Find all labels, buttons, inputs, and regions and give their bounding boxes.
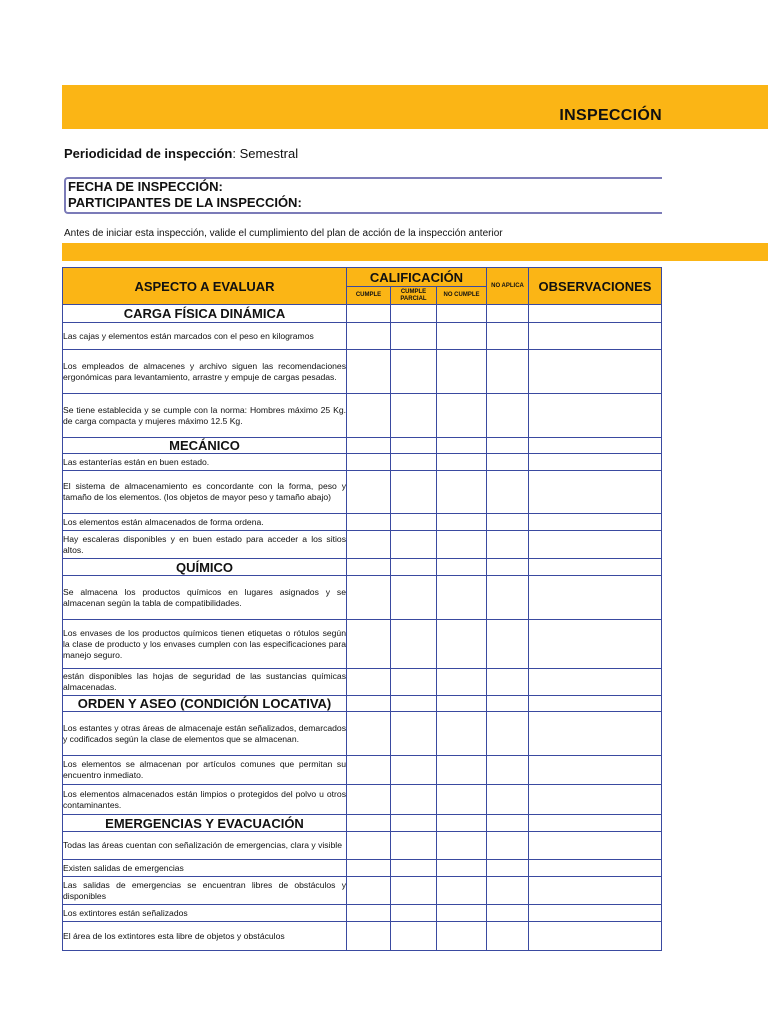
no-cumple-cell[interactable] bbox=[437, 832, 487, 860]
cumple-parcial-cell[interactable] bbox=[391, 860, 437, 877]
cumple-cell[interactable] bbox=[347, 860, 391, 877]
no-cumple-cell[interactable] bbox=[437, 531, 487, 559]
cumple-parcial-cell[interactable] bbox=[391, 712, 437, 756]
inspection-table bbox=[62, 267, 662, 951]
no-cumple-cell[interactable] bbox=[437, 471, 487, 514]
periodicity-label: Periodicidad de inspección bbox=[64, 146, 233, 161]
no-aplica-cell[interactable] bbox=[487, 860, 529, 877]
table-row bbox=[63, 712, 662, 756]
observaciones-cell[interactable] bbox=[529, 576, 662, 620]
section-row bbox=[63, 305, 662, 323]
periodicity-line: Periodicidad de inspección: Semestral bbox=[64, 146, 299, 161]
no-cumple-cell[interactable] bbox=[437, 323, 487, 350]
cumple-parcial-cell[interactable] bbox=[391, 394, 437, 438]
cumple-parcial-cell[interactable] bbox=[391, 669, 437, 696]
rating-col-cumple: CUMPLE bbox=[347, 287, 391, 305]
item-description: Las salidas de emergencias se encuentran libres de obstáculos y disponibles bbox=[63, 877, 347, 905]
section-empty-observaciones bbox=[529, 305, 662, 323]
section-empty-na bbox=[487, 305, 529, 323]
item-description: Las estanterías están en buen estado. bbox=[63, 454, 347, 471]
section-title: CARGA FÍSICA DINÁMICA bbox=[63, 305, 347, 323]
table-row bbox=[63, 785, 662, 815]
cumple-cell[interactable] bbox=[347, 454, 391, 471]
section-empty-observaciones bbox=[529, 696, 662, 712]
section-empty-no-cumple bbox=[437, 815, 487, 832]
section-empty-observaciones bbox=[529, 438, 662, 454]
section-empty-parcial bbox=[391, 696, 437, 712]
section-empty-parcial bbox=[391, 559, 437, 576]
no-cumple-cell[interactable] bbox=[437, 905, 487, 922]
table-row bbox=[63, 471, 662, 514]
item-description: El área de los extintores esta libre de objetos y obstáculos bbox=[63, 922, 347, 951]
no-aplica-cell[interactable] bbox=[487, 350, 529, 394]
section-empty-no-cumple bbox=[437, 559, 487, 576]
no-cumple-cell[interactable] bbox=[437, 350, 487, 394]
section-empty-no-cumple bbox=[437, 438, 487, 454]
section-empty-cumple bbox=[347, 696, 391, 712]
observaciones-cell[interactable] bbox=[529, 350, 662, 394]
no-aplica-cell[interactable] bbox=[487, 394, 529, 438]
section-empty-cumple bbox=[347, 305, 391, 323]
no-aplica-cell[interactable] bbox=[487, 471, 529, 514]
observaciones-cell[interactable] bbox=[529, 323, 662, 350]
cumple-parcial-cell[interactable] bbox=[391, 454, 437, 471]
no-aplica-cell[interactable] bbox=[487, 832, 529, 860]
no-cumple-cell[interactable] bbox=[437, 922, 487, 951]
no-aplica-cell[interactable] bbox=[487, 785, 529, 815]
cumple-parcial-cell[interactable] bbox=[391, 471, 437, 514]
cumple-cell[interactable] bbox=[347, 756, 391, 785]
title-banner bbox=[62, 85, 768, 129]
section-empty-parcial bbox=[391, 438, 437, 454]
no-cumple-cell[interactable] bbox=[437, 756, 487, 785]
section-empty-observaciones bbox=[529, 815, 662, 832]
page-title: INSPECCIÓN bbox=[559, 107, 662, 124]
table-row bbox=[63, 756, 662, 785]
cumple-cell[interactable] bbox=[347, 832, 391, 860]
section-empty-cumple bbox=[347, 438, 391, 454]
rating-header: CALIFICACIÓN bbox=[347, 268, 487, 287]
item-description: Todas las áreas cuentan con señalización de emergencias, clara y visible bbox=[63, 832, 347, 860]
cumple-parcial-cell[interactable] bbox=[391, 877, 437, 905]
table-row bbox=[63, 877, 662, 905]
section-row bbox=[63, 815, 662, 832]
cumple-cell[interactable] bbox=[347, 576, 391, 620]
item-description: Los extintores están señalizados bbox=[63, 905, 347, 922]
observaciones-cell[interactable] bbox=[529, 756, 662, 785]
cumple-parcial-cell[interactable] bbox=[391, 620, 437, 669]
cumple-cell[interactable] bbox=[347, 394, 391, 438]
observaciones-cell[interactable] bbox=[529, 712, 662, 756]
cumple-cell[interactable] bbox=[347, 323, 391, 350]
cumple-cell[interactable] bbox=[347, 877, 391, 905]
item-description: Los empleados de almacenes y archivo siguen las recomendaciones ergonómicas para levantamiento, arrastre y empuje de cargas pesadas. bbox=[63, 350, 347, 394]
item-description: Existen salidas de emergencias bbox=[63, 860, 347, 877]
table-row bbox=[63, 514, 662, 531]
cumple-cell[interactable] bbox=[347, 712, 391, 756]
no-cumple-cell[interactable] bbox=[437, 514, 487, 531]
no-aplica-cell[interactable] bbox=[487, 756, 529, 785]
no-cumple-cell[interactable] bbox=[437, 785, 487, 815]
section-empty-parcial bbox=[391, 815, 437, 832]
item-description: Los elementos se almacenan por artículos comunes que permitan su encuentro inmediato. bbox=[63, 756, 347, 785]
table-row bbox=[63, 860, 662, 877]
table-row bbox=[63, 350, 662, 394]
no-aplica-cell[interactable] bbox=[487, 454, 529, 471]
table-row bbox=[63, 394, 662, 438]
no-cumple-cell[interactable] bbox=[437, 669, 487, 696]
no-aplica-cell[interactable] bbox=[487, 669, 529, 696]
item-description: El sistema de almacenamiento es concordante con la forma, peso y tamaño de los elementos. (los objetos de mayor peso y tamaño abajo) bbox=[63, 471, 347, 514]
section-empty-cumple bbox=[347, 559, 391, 576]
no-aplica-cell[interactable] bbox=[487, 620, 529, 669]
no-aplica-cell[interactable] bbox=[487, 877, 529, 905]
cumple-cell[interactable] bbox=[347, 922, 391, 951]
no-cumple-cell[interactable] bbox=[437, 394, 487, 438]
cumple-cell[interactable] bbox=[347, 531, 391, 559]
observaciones-cell[interactable] bbox=[529, 922, 662, 951]
no-cumple-cell[interactable] bbox=[437, 877, 487, 905]
section-empty-na bbox=[487, 815, 529, 832]
no-cumple-cell[interactable] bbox=[437, 454, 487, 471]
inspection-date-field[interactable]: FECHA DE INSPECCIÓN: bbox=[68, 179, 223, 194]
observaciones-cell[interactable] bbox=[529, 620, 662, 669]
table-row bbox=[63, 669, 662, 696]
cumple-parcial-cell[interactable] bbox=[391, 531, 437, 559]
table-row bbox=[63, 905, 662, 922]
table-row bbox=[63, 454, 662, 471]
cumple-parcial-cell[interactable] bbox=[391, 576, 437, 620]
cumple-parcial-cell[interactable] bbox=[391, 905, 437, 922]
item-description: Los elementos almacenados están limpios o protegidos del polvo u otros contaminantes. bbox=[63, 785, 347, 815]
no-aplica-cell[interactable] bbox=[487, 323, 529, 350]
observaciones-cell[interactable] bbox=[529, 785, 662, 815]
item-description: Los elementos están almacenados de forma ordena. bbox=[63, 514, 347, 531]
cumple-parcial-cell[interactable] bbox=[391, 514, 437, 531]
item-description: Las cajas y elementos están marcados con el peso en kilogramos bbox=[63, 323, 347, 350]
observaciones-cell[interactable] bbox=[529, 454, 662, 471]
section-title: ORDEN Y ASEO (CONDICIÓN LOCATIVA) bbox=[63, 696, 347, 712]
section-title: MECÁNICO bbox=[63, 438, 347, 454]
item-description: Los envases de los productos químicos tienen etiquetas o rótulos según la clase de producto y los envases cumplen con las especificaciones para manejo seguro. bbox=[63, 620, 347, 669]
section-title: EMERGENCIAS Y EVACUACIÓN bbox=[63, 815, 347, 832]
section-empty-observaciones bbox=[529, 559, 662, 576]
section-empty-parcial bbox=[391, 305, 437, 323]
item-description: Se almacena los productos químicos en lugares asignados y se almacenan según la tabla de compatibilidades. bbox=[63, 576, 347, 620]
no-aplica-cell[interactable] bbox=[487, 531, 529, 559]
observaciones-cell[interactable] bbox=[529, 394, 662, 438]
cumple-parcial-cell[interactable] bbox=[391, 350, 437, 394]
no-aplica-cell[interactable] bbox=[487, 514, 529, 531]
instruction-note: Antes de iniciar esta inspección, valide el cumplimiento del plan de acción de la inspección anterior bbox=[64, 228, 503, 239]
table-row bbox=[63, 922, 662, 951]
observaciones-cell[interactable] bbox=[529, 471, 662, 514]
section-empty-na bbox=[487, 696, 529, 712]
item-description: están disponibles las hojas de seguridad de las sustancias químicas almacenadas. bbox=[63, 669, 347, 696]
item-description: Los estantes y otras áreas de almacenaje están señalizados, demarcados y codificados según la clase de elementos que se almacenan. bbox=[63, 712, 347, 756]
cumple-cell[interactable] bbox=[347, 471, 391, 514]
cumple-parcial-cell[interactable] bbox=[391, 323, 437, 350]
cumple-cell[interactable] bbox=[347, 620, 391, 669]
no-aplica-cell[interactable] bbox=[487, 905, 529, 922]
observaciones-cell[interactable] bbox=[529, 514, 662, 531]
cumple-cell[interactable] bbox=[347, 785, 391, 815]
section-empty-na bbox=[487, 559, 529, 576]
cumple-parcial-cell[interactable] bbox=[391, 785, 437, 815]
no-aplica-cell[interactable] bbox=[487, 576, 529, 620]
na-header: NO APLICA bbox=[487, 268, 529, 305]
observaciones-cell[interactable] bbox=[529, 832, 662, 860]
item-description: Se tiene establecida y se cumple con la norma: Hombres máximo 25 Kg. de carga compacta y mujeres máximo 12.5 Kg. bbox=[63, 394, 347, 438]
cumple-cell[interactable] bbox=[347, 905, 391, 922]
table-row bbox=[63, 531, 662, 559]
cumple-cell[interactable] bbox=[347, 669, 391, 696]
inspection-participants-field[interactable]: PARTICIPANTES DE LA INSPECCIÓN: bbox=[68, 195, 302, 210]
no-cumple-cell[interactable] bbox=[437, 712, 487, 756]
cumple-cell[interactable] bbox=[347, 350, 391, 394]
observaciones-cell[interactable] bbox=[529, 669, 662, 696]
observaciones-cell[interactable] bbox=[529, 877, 662, 905]
no-cumple-cell[interactable] bbox=[437, 576, 487, 620]
section-empty-cumple bbox=[347, 815, 391, 832]
table-row bbox=[63, 323, 662, 350]
table-row bbox=[63, 576, 662, 620]
observaciones-cell[interactable] bbox=[529, 860, 662, 877]
rating-col-no-cumple: NO CUMPLE bbox=[437, 287, 487, 305]
section-empty-no-cumple bbox=[437, 305, 487, 323]
section-title: QUÍMICO bbox=[63, 559, 347, 576]
periodicity-value: Semestral bbox=[239, 146, 299, 161]
cumple-parcial-cell[interactable] bbox=[391, 832, 437, 860]
section-empty-na bbox=[487, 438, 529, 454]
section-row bbox=[63, 438, 662, 454]
no-aplica-cell[interactable] bbox=[487, 922, 529, 951]
no-aplica-cell[interactable] bbox=[487, 712, 529, 756]
cumple-parcial-cell[interactable] bbox=[391, 756, 437, 785]
cumple-parcial-cell[interactable] bbox=[391, 922, 437, 951]
accent-bar bbox=[62, 243, 768, 261]
no-cumple-cell[interactable] bbox=[437, 620, 487, 669]
observations-header: OBSERVACIONES bbox=[529, 268, 662, 305]
section-empty-no-cumple bbox=[437, 696, 487, 712]
aspect-header: ASPECTO A EVALUAR bbox=[63, 268, 347, 305]
observaciones-cell[interactable] bbox=[529, 531, 662, 559]
section-row bbox=[63, 696, 662, 712]
no-cumple-cell[interactable] bbox=[437, 860, 487, 877]
observaciones-cell[interactable] bbox=[529, 905, 662, 922]
item-description: Hay escaleras disponibles y en buen estado para acceder a los sitios altos. bbox=[63, 531, 347, 559]
inspection-info-box bbox=[64, 177, 662, 214]
rating-col-parcial: CUMPLE PARCIAL bbox=[391, 287, 437, 305]
table-row bbox=[63, 620, 662, 669]
section-row bbox=[63, 559, 662, 576]
table-row bbox=[63, 832, 662, 860]
cumple-cell[interactable] bbox=[347, 514, 391, 531]
